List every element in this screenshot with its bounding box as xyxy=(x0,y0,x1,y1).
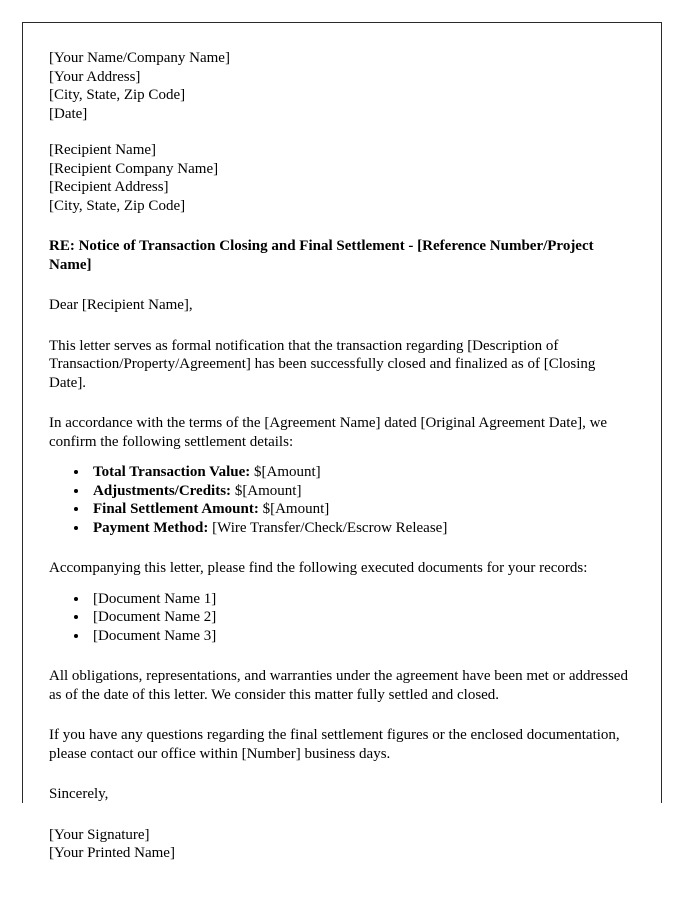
recipient-company-line: [Recipient Company Name] xyxy=(49,160,219,177)
list-item xyxy=(89,482,635,501)
address-spacer xyxy=(49,123,635,141)
printed-name-line: [Your Printed Name] xyxy=(49,845,175,861)
document-body xyxy=(23,23,661,863)
list-item xyxy=(89,500,635,519)
list-item xyxy=(89,463,635,482)
paragraph-settlement-intro: In accordance with the terms of the [Agreement Name] dated [Original Agreement Date], we confirm the following settlement details: xyxy=(49,415,608,450)
subject-line: RE: Notice of Transaction Closing and Final Settlement - [Reference Number/Project Name] xyxy=(49,238,594,273)
enclosed-documents-list xyxy=(49,590,635,646)
settlement-item-value: [Wire Transfer/Check/Escrow Release] xyxy=(208,519,448,536)
signature-line: [Your Signature] xyxy=(49,826,150,843)
recipient-street-line: [Recipient Address] xyxy=(49,179,169,195)
list-item xyxy=(89,519,635,538)
list-item: • [Document Name 3] xyxy=(89,627,635,646)
signature-block xyxy=(49,826,635,863)
sender-street-line: [Your Address] xyxy=(49,68,141,85)
recipient-city-line: [City, State, Zip Code] xyxy=(49,197,186,214)
sender-city-line: [City, State, Zip Code] xyxy=(49,87,186,103)
paragraph-enclosures-intro: Accompanying this letter, please find the following executed documents for your records: xyxy=(49,560,588,576)
settlement-item-label: Final Settlement Amount: xyxy=(93,501,259,517)
document-page xyxy=(22,22,662,861)
closing-salutation: Sincerely, xyxy=(49,786,109,802)
list-item: • [Document Name 1] xyxy=(89,590,635,609)
recipient-address-block xyxy=(49,141,635,215)
settlement-item-value: $[Amount] xyxy=(258,501,330,517)
list-item: • [Document Name 2] xyxy=(89,608,635,627)
paragraph-notification: This letter serves as formal notification that the transaction regarding [Description of Transaction/Property/Agreement] has been successfully closed and finalized as of [Closing Date]. xyxy=(49,337,596,391)
settlement-details-list xyxy=(49,463,635,537)
settlement-item-value: $[Amount] xyxy=(231,482,302,499)
paragraph-obligations: All obligations, representations, and warranties under the agreement have been met or addressed as of the date of this letter. We consider this matter fully settled and closed. xyxy=(49,668,628,703)
settlement-item-value: $[Amount] xyxy=(250,464,321,480)
paragraph-contact: If you have any questions regarding the final settlement figures or the enclosed documentation, please contact our office within [Number] business days. xyxy=(49,727,620,762)
salutation: Dear [Recipient Name], xyxy=(49,297,193,313)
sender-address-block xyxy=(49,49,635,123)
letter-date-line: [Date] xyxy=(49,105,88,122)
settlement-item-label: Payment Method: xyxy=(93,519,209,536)
settlement-item-label: Total Transaction Value: xyxy=(93,464,251,480)
sender-name-line: [Your Name/Company Name] xyxy=(49,50,230,66)
settlement-item-label: Adjustments/Credits: xyxy=(93,482,232,499)
recipient-name-line: [Recipient Name] xyxy=(49,142,157,158)
